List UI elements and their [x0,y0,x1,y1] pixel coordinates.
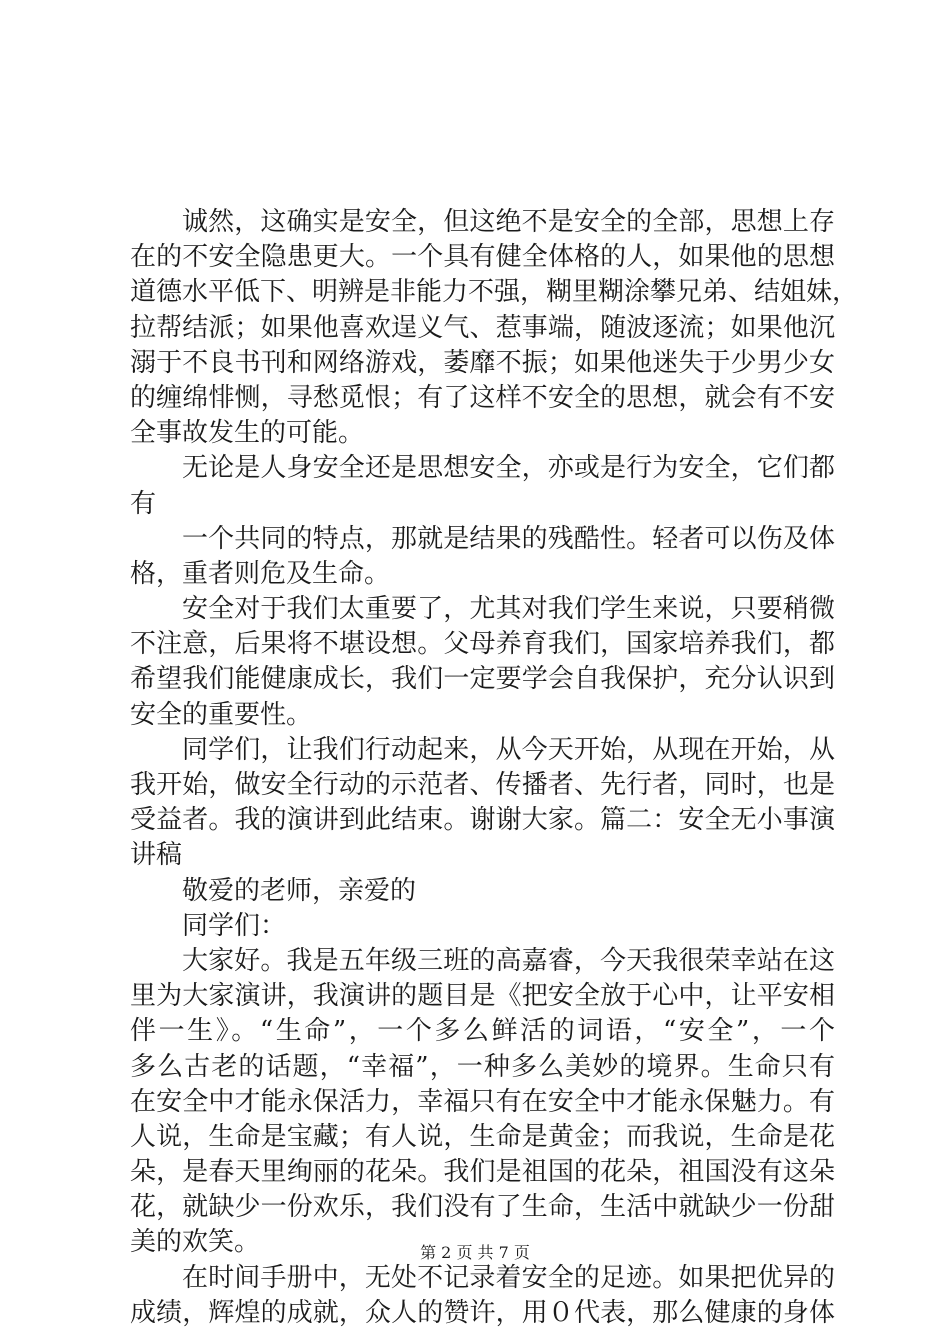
text-line: 道德水平低下、明辨是非能力不强，糊里糊涂攀兄弟、结姐妹， [130,277,859,308]
text-line: 安全的重要性。 [130,699,313,730]
text-line: 花，就缺少一份欢乐，我们没有了生命，生活中就缺少一份甜 [130,1192,835,1223]
text-line: 在安全中才能永保活力，幸福只有在安全中才能永保魅力。有 [130,1086,835,1117]
text-line: 在时间手册中，无处不记录着安全的足迹。如果把优异的 [182,1262,835,1293]
text-line: 朵，是春天里绚丽的花朵。我们是祖国的花朵，祖国没有这朵 [130,1157,835,1188]
document-body [130,205,859,1331]
text-line: 人说，生命是宝藏；有人说，生命是黄金；而我说，生命是花 [130,1121,835,1152]
text-line: 拉帮结派；如果他喜欢逞义气、惹事端，随波逐流；如果他沉 [130,312,835,343]
text-line: 多么古老的话题，“幸福”，一种多么美妙的境界。生命只有 [130,1051,835,1082]
text-line: 有 [130,488,157,519]
text-line: 全事故发生的可能。 [130,418,365,449]
text-line: 我开始，做安全行动的示范者、传播者、先行者，同时，也是 [130,770,835,800]
text-line: 在的不安全隐患更大。一个具有健全体格的人，如果他的思想 [130,242,835,273]
text-line: 敬爱的老师，亲爱的 [182,875,417,906]
text-line: 溺于不良书刊和网络游戏，萎靡不振；如果他迷失于少男少女 [130,347,835,378]
text-line: 的缠绵悱恻，寻愁觅恨；有了这样不安全的思想，就会有不安 [130,382,835,413]
text-line: 格，重者则危及生命。 [130,558,391,589]
text-line: 同学们，让我们行动起来，从今天开始，从现在开始，从 [182,734,835,765]
text-line: 美的欢笑。 [130,1227,261,1258]
text-line: 讲稿 [130,840,183,871]
text-line: 一个共同的特点，那就是结果的残酷性。轻者可以伤及体 [182,523,835,554]
text-line: 诚然，这确实是安全，但这绝不是安全的全部，思想上存 [182,207,835,237]
page-footer: 第 2 页 共 7 页 [420,1243,530,1262]
text-line: 受益者。我的演讲到此结束。谢谢大家。篇二：安全无小事演 [130,805,835,836]
text-line: 里为大家演讲，我演讲的题目是《把安全放于心中，让平安相 [130,981,835,1012]
text-line: 大家好。我是五年级三班的高嘉睿，今天我很荣幸站在这 [182,945,835,976]
text-line: 希望我们能健康成长，我们一定要学会自我保护，充分认识到 [130,664,835,695]
text-line: 成绩，辉煌的成就，众人的赞许，用０代表，那么健康的身体 [130,1297,835,1328]
text-line: 安全对于我们太重要了，尤其对我们学生来说，只要稍微 [182,594,835,625]
text-line: 同学们： [182,910,287,941]
text-line: 伴一生》。“生命”，一个多么鲜活的词语，“安全”，一个 [130,1016,835,1047]
text-line: 无论是人身安全还是思想安全，亦或是行为安全，它们都 [182,453,835,484]
text-line: 不注意，后果将不堪设想。父母养育我们，国家培养我们，都 [130,629,835,660]
